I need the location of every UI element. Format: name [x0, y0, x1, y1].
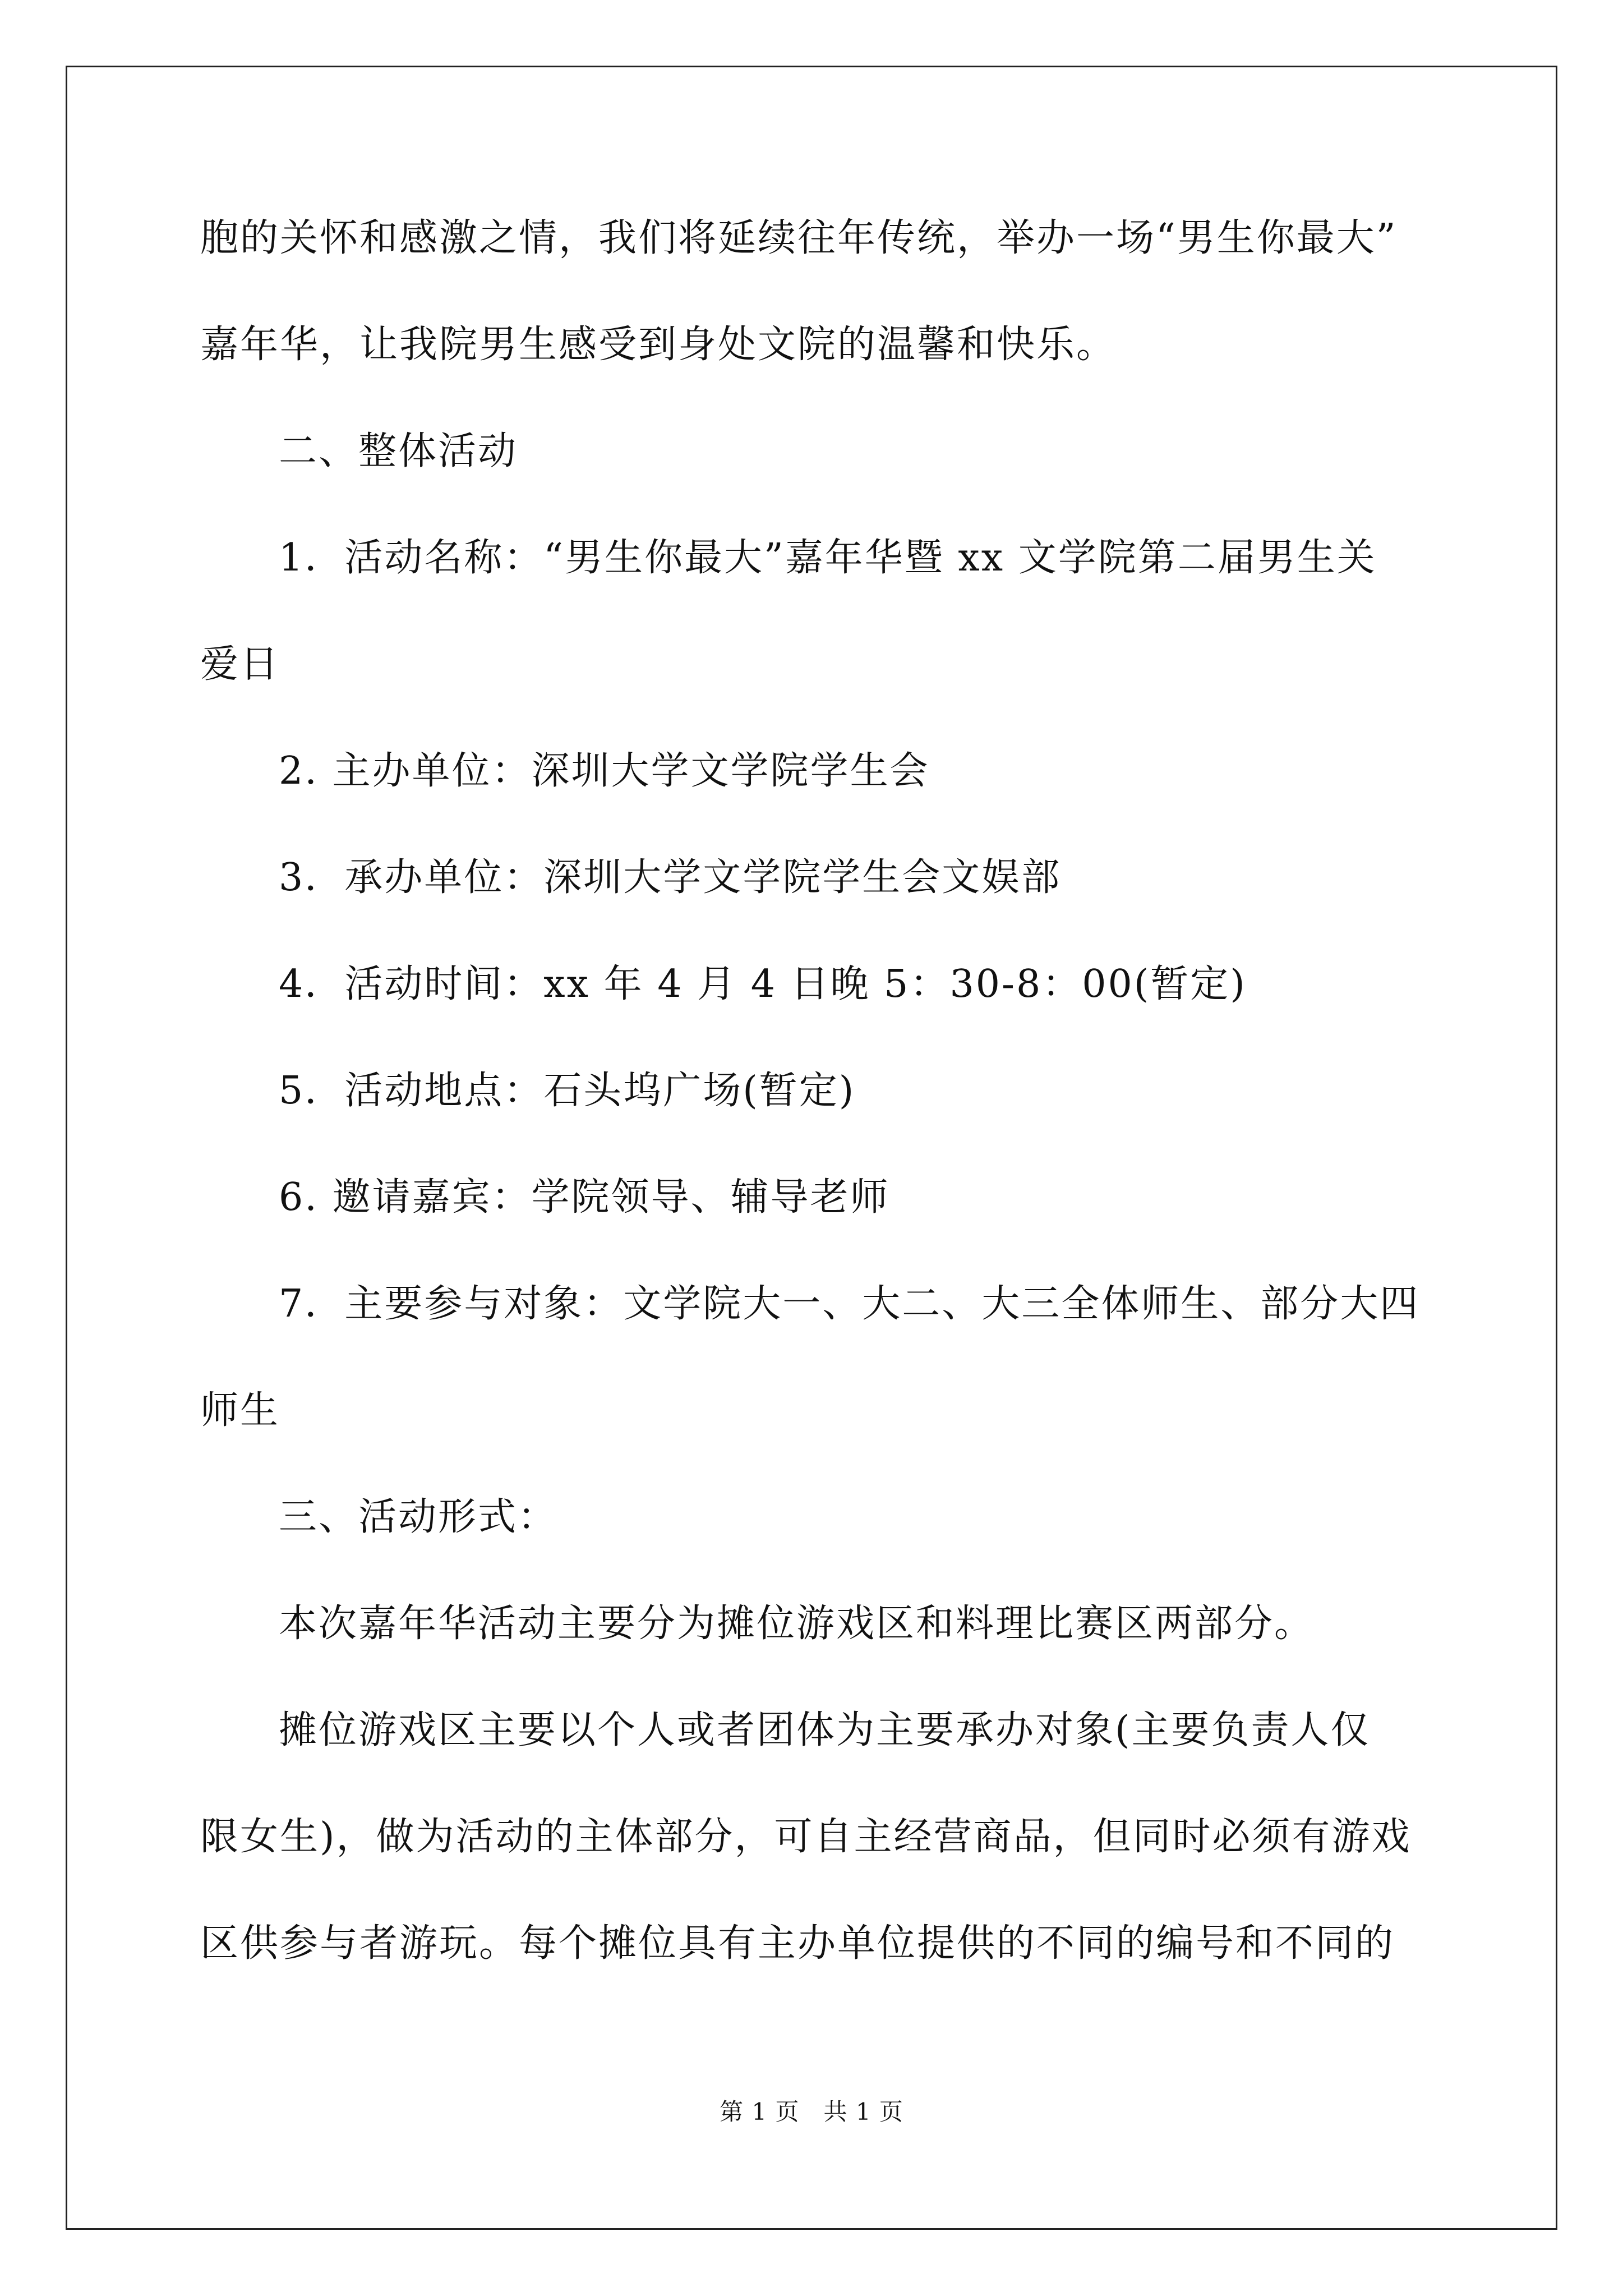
text-line: 胞的关怀和感激之情，我们将延续往年传统，举办一场“男生你最大” [200, 216, 1398, 260]
text-line: 爱日 [200, 642, 280, 687]
text-line: 嘉年华，让我院男生感受到身处文院的温馨和快乐。 [200, 323, 1117, 367]
list-item: 6. 邀请嘉宾：学院领导、辅导老师 [279, 1175, 890, 1220]
section-heading: 二、整体活动 [279, 429, 518, 473]
section-heading: 三、活动形式： [279, 1495, 558, 1539]
list-item: 3．承办单位：深圳大学文学院学生会文娱部 [279, 855, 1062, 900]
list-item: 5．活动地点：石头坞广场(暂定) [279, 1069, 856, 1113]
text-line: 师生 [200, 1388, 280, 1433]
list-item: 4．活动时间：xx 年 4 月 4 日晚 5：30-8：00(暂定) [279, 962, 1247, 1006]
page-footer: 第 1 页 共 1 页 [720, 2098, 903, 2125]
paragraph-line: 区供参与者游玩。每个摊位具有主办单位提供的不同的编号和不同的 [200, 1921, 1395, 1966]
list-item: 1．活动名称：“男生你最大”嘉年华暨 xx 文学院第二届男生关 [279, 536, 1377, 580]
document-body [200, 185, 1434, 1997]
list-item: 2. 主办单位：深圳大学文学院学生会 [279, 749, 930, 793]
paragraph-line: 本次嘉年华活动主要分为摊位游戏区和料理比赛区两部分。 [279, 1602, 1315, 1646]
list-item: 7．主要参与对象：文学院大一、大二、大三全体师生、部分大四 [279, 1282, 1420, 1326]
paragraph-line: 限女生)，做为活动的主体部分，可自主经营商品，但同时必须有游戏 [200, 1815, 1412, 1859]
paragraph-line: 摊位游戏区主要以个人或者团体为主要承办对象(主要负责人仅 [279, 1708, 1371, 1752]
